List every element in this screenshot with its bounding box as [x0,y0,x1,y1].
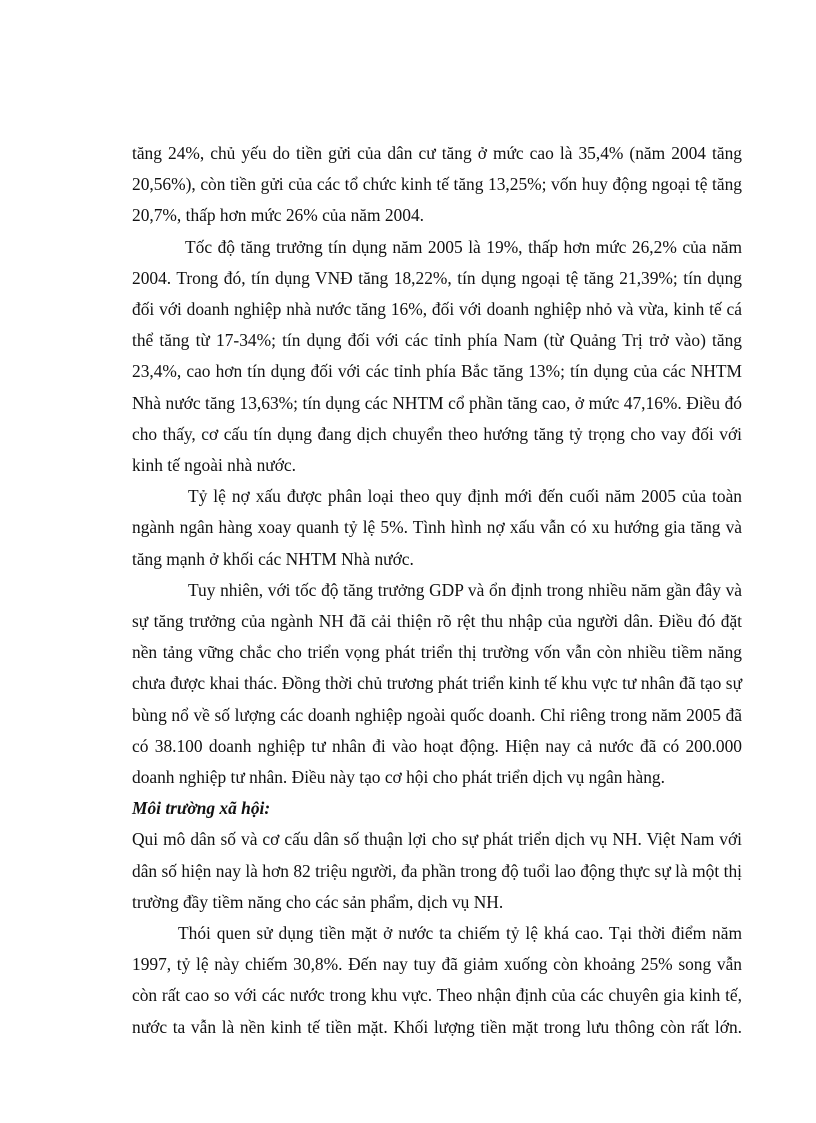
document-body [132,138,742,1043]
paragraph-bad-debt [132,481,742,575]
text-line: nền tảng vững chắc cho triển vọng phát triển thị trường vốn vẫn còn nhiều tiềm năng [132,642,742,663]
text-line: ngành ngân hàng xoay quanh tỷ lệ 5%. Tình hình nợ xấu vẫn có xu hướng gia tăng và [132,517,742,538]
text-line: 20,56%), còn tiền gửi của các tổ chức kinh tế tăng 13,25%; vốn huy động ngoại tệ tăng [132,174,742,195]
paragraph-population [132,824,742,918]
text-line: bùng nổ về số lượng các doanh nghiệp ngoài quốc doanh. Chỉ riêng trong năm 2005 đã [132,704,742,725]
text-line: trường đầy tiềm năng cho các sản phẩm, dịch vụ NH. [132,891,504,912]
text-line: cho thấy, cơ cấu tín dụng đang dịch chuyển theo hướng tăng tỷ trọng cho vay đối với [132,423,742,444]
text-line: doanh nghiệp tư nhân. Điều này tạo cơ hội cho phát triển dịch vụ ngân hàng. [132,767,665,788]
text-line: thể tăng từ 17-34%; tín dụng đối với các tỉnh phía Nam (từ Quảng Trị trở vào) tăng [132,330,742,351]
text-line: có 38.100 doanh nghiệp tư nhân đi vào hoạt động. Hiện nay cả nước đã có 200.000 [132,735,742,756]
text-line: Thói quen sử dụng tiền mặt ở nước ta chiếm tỷ lệ khá cao. Tại thời điểm năm [178,923,742,944]
paragraph-credit-growth [132,232,742,482]
text-line: tăng mạnh ở khối các NHTM Nhà nước. [132,548,414,569]
text-line: chưa được khai thác. Đồng thời chủ trương phát triển kinh tế khu vực tư nhân đã tạo sự [132,673,742,694]
text-line: đối với doanh nghiệp nhà nước tăng 16%, đối với doanh nghiệp nhỏ và vừa, kinh tế cá [132,299,742,320]
text-line: 1997, tỷ lệ này chiếm 30,8%. Đến nay tuy đã giảm xuống còn khoảng 25% song vẫn [132,954,742,975]
text-line: sự tăng trưởng của ngành NH đã cải thiện rõ rệt thu nhập của người dân. Điều đó đặt [132,611,742,632]
text-line: Tuy nhiên, với tốc độ tăng trưởng GDP và ổn định trong nhiều năm gần đây và [188,579,742,600]
text-line: Tỷ lệ nợ xấu được phân loại theo quy định mới đến cuối năm 2005 của toàn [188,486,742,507]
section-heading-social-environment: Môi trường xã hội: [132,798,271,819]
text-line: dân số hiện nay là hơn 82 triệu người, đa phần trong độ tuổi lao động thực sự là một thị [132,860,742,881]
text-line: tăng 24%, chủ yếu do tiền gửi của dân cư tăng ở mức cao là 35,4% (năm 2004 tăng [132,143,742,163]
text-line: 2004. Trong đó, tín dụng VNĐ tăng 18,22%, tín dụng ngoại tệ tăng 21,39%; tín dụng [132,267,742,288]
text-line: kinh tế ngoài nhà nước. [132,455,296,476]
paragraph-deposits [132,138,742,232]
paragraph-cash-usage [132,918,742,1043]
text-line: nước ta vẫn là nền kinh tế tiền mặt. Khối lượng tiền mặt trong lưu thông còn rất lớn. [132,1016,742,1037]
text-line: 20,7%, thấp hơn mức 26% của năm 2004. [132,205,424,226]
text-line: 23,4%, cao hơn tín dụng đối với các tỉnh phía Bắc tăng 13%; tín dụng của các NHTM [132,361,742,382]
paragraph-gdp-growth [132,575,742,793]
text-line: Qui mô dân số và cơ cấu dân số thuận lợi cho sự phát triển dịch vụ NH. Việt Nam với [132,829,742,850]
text-line: Nhà nước tăng 13,63%; tín dụng các NHTM cổ phần tăng cao, ở mức 47,16%. Điều đó [132,392,742,413]
text-line: còn rất cao so với các nước trong khu vực. Theo nhận định của các chuyên gia kinh tế, [132,985,742,1006]
text-line: Tốc độ tăng trưởng tín dụng năm 2005 là 19%, thấp hơn mức 26,2% của năm [185,236,742,257]
